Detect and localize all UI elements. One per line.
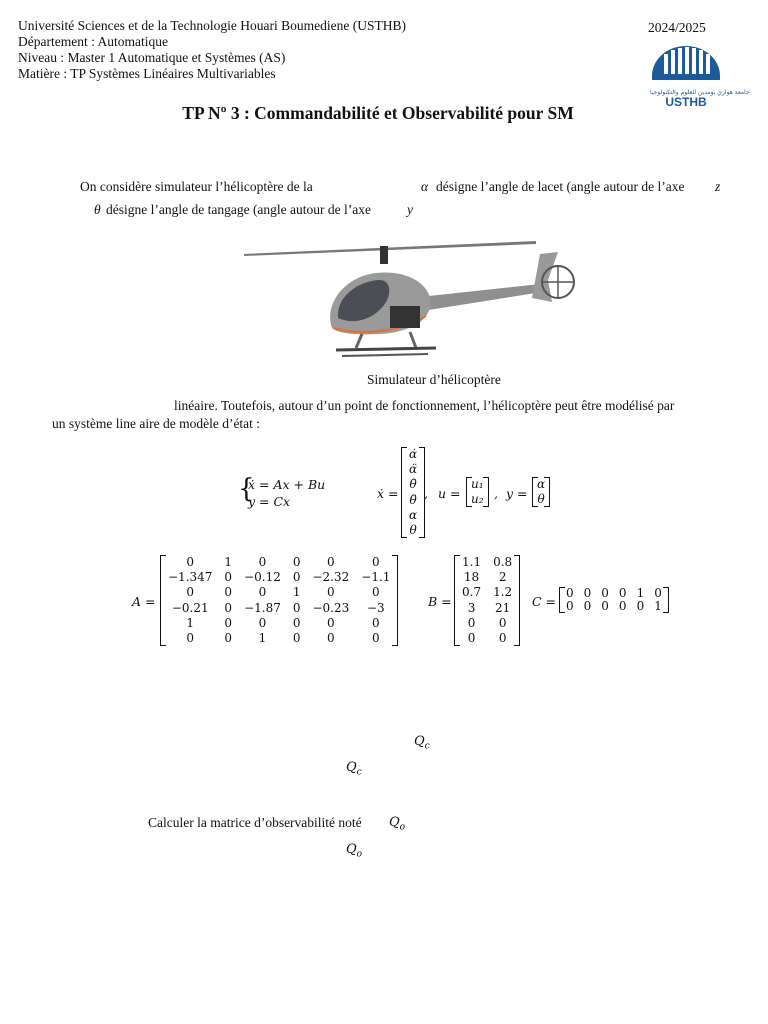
matrix-cell: 0 — [186, 631, 195, 646]
matrix-cell: 1.2 — [493, 585, 513, 600]
matrix-cell: 0 — [566, 586, 574, 600]
vector-entry: α̇ — [409, 447, 418, 461]
matrix-cell: 0 — [372, 615, 380, 630]
qc-symbol — [346, 760, 362, 778]
matrix-cell: 0 — [636, 599, 645, 613]
matrix-row — [456, 585, 518, 600]
matrix-cell: 0 — [258, 585, 267, 600]
matrix-cell: 0.8 — [493, 555, 513, 569]
observability-text: Calculer la matrice d’observabilité noté — [148, 815, 362, 830]
matrix-cell: 0 — [258, 555, 267, 569]
logo-arabic-text: جامعة هواري بومدين للعلوم والتكنولوجيا — [650, 89, 750, 96]
matrix-c-label: C = — [532, 594, 557, 609]
vector-entry: u₁ — [471, 477, 484, 491]
matrix-row — [456, 555, 518, 570]
matrix-row — [561, 587, 667, 600]
helicopter-icon — [240, 236, 580, 362]
matrix-row — [561, 600, 667, 613]
matrix-cell: 0 — [372, 585, 380, 600]
matrix-cell: 0 — [292, 631, 301, 646]
matrix-cell: 1 — [186, 615, 195, 630]
matrix-cell: 0 — [292, 600, 301, 615]
matrix-row — [456, 616, 518, 631]
matrix-b-label: B = — [428, 594, 452, 609]
vector-entry: u₂ — [471, 492, 484, 506]
matrix-cell: −0.23 — [312, 600, 350, 615]
matrix-cell: 0 — [224, 615, 233, 630]
usthb-logo — [650, 40, 750, 109]
y-vector — [532, 477, 550, 507]
matrix-cell: 0 — [186, 555, 195, 569]
qc-text: $Q_c$ — [346, 760, 362, 778]
matrix-cell: 1.1 — [462, 555, 482, 569]
matrix-cell: 0 — [292, 615, 301, 630]
matrix-cell: −1.347 — [168, 570, 213, 585]
matrix-cell: 1 — [636, 586, 645, 600]
matrix-cell: 0 — [583, 599, 592, 613]
matrix-row — [162, 601, 396, 616]
matrix-cell: 2 — [498, 570, 507, 585]
vector-entry: θ̈ — [409, 492, 417, 507]
matrix-cell: 1 — [292, 585, 301, 600]
matrix-cell: 21 — [495, 600, 511, 615]
matrix-cell: 0 — [583, 586, 592, 600]
model-text-line-2: un système line aire de modèle d’état : — [52, 416, 261, 431]
matrix-cell: 1 — [258, 631, 267, 646]
matrix-row — [162, 631, 396, 646]
matrix-cell: 18 — [463, 570, 480, 585]
matrix-cell: 3 — [467, 600, 476, 615]
axis-z: z — [715, 179, 721, 194]
matrix-row — [456, 570, 518, 585]
matrix-cell: −1.1 — [361, 570, 391, 585]
page-title: TP Nº 3 : Commandabilité et Observabilité pour SM — [182, 103, 574, 123]
matrix-row — [162, 616, 396, 631]
matrix-cell: −2.32 — [312, 570, 350, 585]
matrix-cell: 0 — [618, 599, 627, 613]
matrix-cell: 0 — [292, 555, 301, 569]
qc-text: $Q_c$ — [414, 734, 430, 752]
matrix-cell: 0 — [601, 599, 609, 613]
vector-entry: α — [537, 477, 546, 491]
vector-entry: θ — [537, 492, 545, 506]
vector-entry: α̈ — [409, 462, 418, 477]
qo-symbol — [389, 815, 405, 833]
qo-text: $Q_o$ — [389, 815, 406, 833]
qc-symbol — [414, 734, 430, 752]
helicopter-image — [240, 236, 580, 362]
separator-comma: , — [424, 486, 428, 501]
matrix-b — [454, 555, 520, 646]
intro-line-1b: désigne l’angle de lacet (angle autour de l’axe — [436, 179, 685, 194]
matrix-cell: −1.87 — [244, 600, 281, 615]
matrix-a — [160, 555, 398, 646]
matrix-cell: 0 — [467, 631, 476, 646]
matrix-cell: 0 — [498, 615, 507, 630]
department-name: Département : Automatique — [18, 34, 168, 49]
matrix-cell: 0 — [327, 555, 335, 569]
matrix-cell: −0.21 — [171, 600, 209, 615]
u-label: u = — [438, 486, 461, 501]
matrix-cell: 0 — [601, 586, 609, 600]
subject-text: Matière : TP Systèmes Linéaires Multivariables — [18, 66, 276, 81]
matrix-cell: 0 — [467, 615, 476, 630]
intro-line-1a: On considère simulateur l’hélicoptère de la — [80, 179, 313, 194]
matrix-cell: 0 — [372, 555, 380, 569]
vector-entry: α — [409, 507, 418, 522]
qo-symbol — [346, 842, 362, 860]
matrix-cell: 0 — [327, 615, 335, 630]
xdot-vector — [401, 447, 425, 538]
intro-line-2: désigne l’angle de tangage (angle autour de l’axe — [106, 202, 372, 217]
matrix-c — [559, 587, 669, 613]
model-text-line-1: linéaire. Toutefois, autour d’un point de fonctionnement, l’hélicoptère peut être modélisé par — [174, 398, 675, 413]
matrix-row — [456, 631, 518, 646]
matrix-cell: 0 — [566, 599, 574, 613]
alpha-symbol: α — [421, 179, 429, 194]
output-equation: y = Cx — [248, 494, 291, 509]
u-vector — [466, 477, 489, 507]
logo-text: USTHB — [665, 95, 707, 109]
vector-entry: θ̇ — [409, 477, 417, 492]
matrix-cell: 0 — [224, 600, 233, 615]
matrix-cell: 0 — [372, 631, 380, 646]
y-label: y = — [506, 486, 528, 501]
matrix-cell: −0.12 — [244, 570, 281, 585]
matrix-cell: 0 — [327, 585, 335, 600]
matrix-cell: 0 — [224, 570, 233, 585]
matrix-cell: 1 — [224, 555, 233, 569]
academic-year: 2024/2025 — [648, 20, 706, 35]
level-text: Niveau : Master 1 Automatique et Systèmes (AS) — [18, 50, 286, 65]
matrix-cell: 0 — [292, 570, 301, 585]
qo-text: $Q_o$ — [346, 842, 363, 860]
state-equations — [248, 476, 325, 510]
system-brace: { — [238, 474, 255, 504]
matrix-cell: 0 — [618, 586, 627, 600]
usthb-logo-icon — [650, 40, 722, 84]
university-name: Université Sciences et de la Technologie Houari Boumediene (USTHB) — [18, 18, 406, 33]
header-block — [18, 18, 406, 82]
matrix-row — [162, 555, 396, 570]
matrix-cell: 0.7 — [462, 585, 482, 600]
matrix-cell: 0 — [327, 631, 335, 646]
matrix-row — [456, 601, 518, 616]
matrix-cell: 0 — [258, 615, 267, 630]
theta-symbol: θ — [94, 202, 101, 217]
matrix-row — [162, 570, 396, 585]
matrix-row — [162, 585, 396, 600]
matrix-cell: −3 — [366, 600, 385, 615]
matrix-cell: 1 — [654, 599, 662, 613]
matrix-cell: 0 — [186, 585, 195, 600]
vector-entry: θ — [409, 523, 417, 538]
matrix-a-label: A = — [132, 594, 156, 609]
separator-comma: , — [494, 486, 498, 501]
figure-caption: Simulateur d’hélicoptère — [367, 372, 501, 387]
matrix-cell: 0 — [654, 586, 662, 600]
xdot-label: ẋ = — [377, 486, 399, 501]
matrix-cell: 0 — [224, 631, 233, 646]
axis-y: y — [407, 202, 413, 217]
matrix-cell: 0 — [224, 585, 233, 600]
state-equation: ẋ = Ax + Bu — [248, 477, 326, 492]
matrix-cell: 0 — [498, 631, 507, 646]
